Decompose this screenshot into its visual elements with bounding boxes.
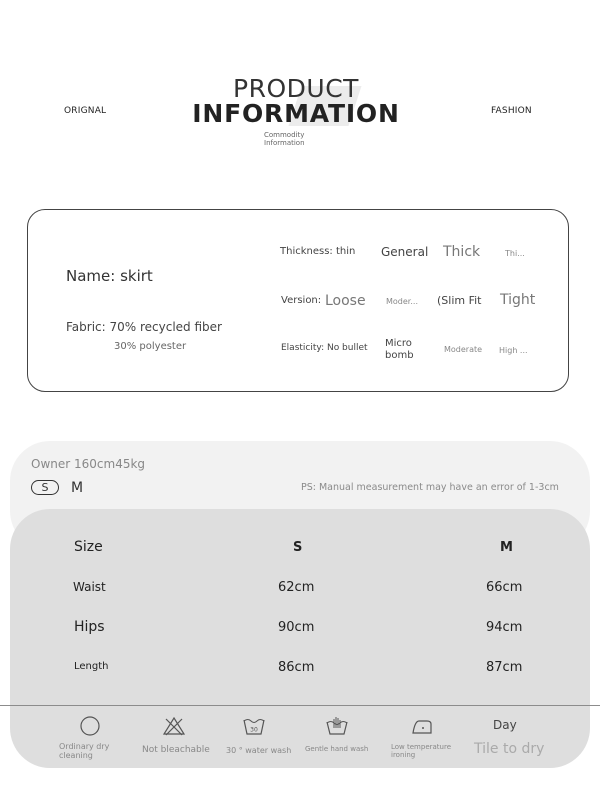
page-title-line1: PRODUCT <box>233 74 359 103</box>
elasticity-option-high: High ... <box>499 346 528 355</box>
dry-clean-circle-icon <box>79 716 101 736</box>
care-label-hand-wash: Gentle hand wash <box>305 745 369 753</box>
size-header-label: Size <box>74 539 103 555</box>
version-option-tight: Tight <box>500 292 536 308</box>
iron-low-icon <box>411 716 433 736</box>
measurement-note: PS: Manual measurement may have an error of 1-3cm <box>301 482 559 493</box>
no-bleach-icon <box>163 716 185 736</box>
care-label-tile-dry: Tile to dry <box>474 741 545 757</box>
elasticity-option-moderate: Moderate <box>444 345 483 354</box>
subtitle-line2: Information <box>264 139 305 147</box>
elasticity-option-micro: Micro <box>385 338 412 349</box>
elasticity-option-bomb: bomb <box>385 350 414 361</box>
version-label: Version: <box>281 295 322 306</box>
version-option-moderate: Moder... <box>386 297 418 306</box>
subtitle-line1: Commodity <box>264 131 305 139</box>
thickness-option-general: General <box>381 245 429 259</box>
version-option-loose: Loose <box>325 293 366 309</box>
length-m-value: 87cm <box>486 660 523 675</box>
wash-30-icon <box>243 716 265 736</box>
row-label-length: Length <box>74 661 109 672</box>
thickness-label: Thickness: thin <box>280 246 356 257</box>
header-left-label: ORIGNAL <box>64 106 107 116</box>
care-label-no-bleach: Not bleachable <box>142 745 210 755</box>
wash-temp-text: 30 <box>250 726 258 734</box>
fabric-line2: 30% polyester <box>114 341 187 352</box>
length-s-value: 86cm <box>278 660 315 675</box>
care-label-iron-2: ironing <box>391 751 416 759</box>
size-header-s: S <box>293 540 303 555</box>
care-label-dry-clean-1: Ordinary dry <box>59 742 110 751</box>
other-size-label: M <box>71 480 84 496</box>
size-header-m: M <box>500 540 513 555</box>
version-option-slim-fit: (Slim Fit <box>437 294 482 307</box>
hips-m-value: 94cm <box>486 620 523 635</box>
elasticity-label: Elasticity: No bullet <box>281 343 368 353</box>
care-label-iron-1: Low temperature <box>391 743 452 751</box>
tile-dry-icon: Day <box>493 718 517 732</box>
product-name: Name: skirt <box>66 267 153 285</box>
page-title-line2: INFORMATION <box>192 99 400 128</box>
waist-s-value: 62cm <box>278 580 315 595</box>
row-label-waist: Waist <box>73 580 106 594</box>
selected-size-badge: S <box>31 480 59 495</box>
care-label-wash-30: 30 ° water wash <box>226 746 292 755</box>
thickness-option-thin: Thi... <box>505 249 525 258</box>
waist-m-value: 66cm <box>486 580 523 595</box>
hand-wash-icon <box>326 716 348 736</box>
divider-line <box>0 705 600 706</box>
row-label-hips: Hips <box>74 619 105 635</box>
header-right-label: FASHION <box>491 106 532 116</box>
fabric-line1: Fabric: 70% recycled fiber <box>66 320 222 334</box>
care-label-dry-clean-2: cleaning <box>59 751 93 760</box>
owner-info: Owner 160cm45kg <box>31 457 146 471</box>
hips-s-value: 90cm <box>278 620 315 635</box>
thickness-option-thick: Thick <box>443 244 481 260</box>
